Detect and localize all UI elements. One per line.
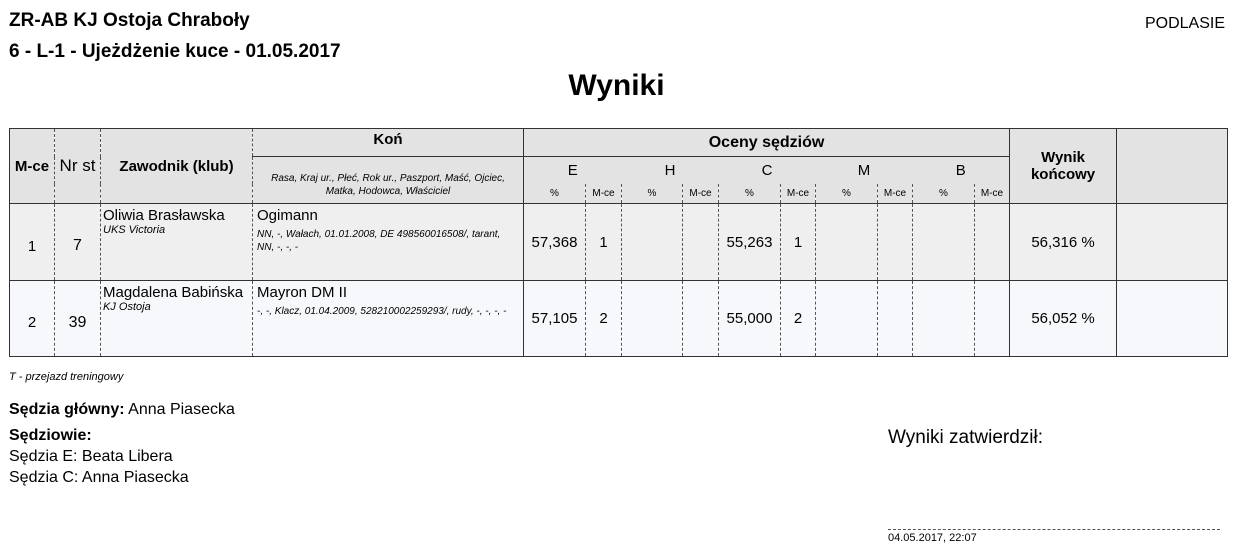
approval-timestamp: 04.05.2017, 22:07 (888, 532, 977, 544)
chief-judge-name: Anna Piasecka (128, 401, 235, 418)
header-rank: M-ce (878, 184, 913, 204)
header-pct: % (622, 184, 683, 204)
row-club: UKS Victoria (103, 224, 166, 236)
header-judge-b: B (955, 161, 966, 179)
row-b-pct (913, 204, 975, 281)
header-horse: Koń (253, 129, 524, 157)
header-rank: M-ce (975, 184, 1010, 204)
class-line: 6 - L-1 - Ujeżdżenie kuce - 01.05.2017 (9, 41, 341, 62)
row-e-rank: 1 (586, 204, 622, 281)
header-rank: M-ce (781, 184, 816, 204)
row-rider: Magdalena Babińska (103, 284, 244, 301)
header-rider: Zawodnik (klub) (101, 129, 253, 204)
row-h-rank (683, 204, 719, 281)
row-club: KJ Ostoja (103, 301, 151, 313)
chief-judge-line (9, 401, 235, 419)
row-c-pct: 55,000 (719, 281, 781, 357)
row-horse: Ogimann (257, 207, 318, 224)
row-start-no: 7 (55, 204, 101, 281)
footnote: T - przejazd treningowy (9, 371, 124, 383)
header-start-no: Nr st (55, 129, 101, 204)
header-pct: % (719, 184, 781, 204)
competition-name: ZR-AB KJ Ostoja Chraboły (9, 10, 250, 31)
row-rider-cell (101, 204, 253, 281)
header-pct: % (913, 184, 975, 204)
signature-line (888, 529, 1220, 530)
row-m-rank (878, 281, 913, 357)
page-title: Wyniki (568, 69, 665, 102)
row-h-rank (683, 281, 719, 357)
header-rank: M-ce (586, 184, 622, 204)
header-judge-h: H (664, 161, 676, 179)
row-rider: Oliwia Brasławska (103, 207, 225, 224)
row-place: 1 (10, 204, 55, 281)
header-judge-m: M (857, 161, 871, 179)
row-horse: Mayron DM II (257, 284, 348, 301)
header-pct: % (816, 184, 878, 204)
table-row (10, 281, 1228, 357)
row-start-no: 39 (55, 281, 101, 357)
header-place: M-ce (10, 129, 55, 204)
row-c-pct: 55,263 (719, 204, 781, 281)
row-c-rank: 1 (781, 204, 816, 281)
table-header-row (10, 129, 1228, 157)
row-rider-cell (101, 281, 253, 357)
row-horse-cell (253, 281, 524, 357)
header-judge-c: C (761, 161, 773, 179)
header-blank (1117, 129, 1228, 204)
approval-label: Wyniki zatwierdził: (888, 427, 1044, 448)
row-blank (1117, 281, 1228, 357)
row-final: 56,316 % (1010, 204, 1117, 281)
row-b-rank (975, 204, 1010, 281)
row-e-pct: 57,368 (524, 204, 586, 281)
row-m-pct (816, 281, 878, 357)
header-rank: M-ce (683, 184, 719, 204)
row-h-pct (622, 204, 683, 281)
row-c-rank: 2 (781, 281, 816, 357)
header-pct: % (524, 184, 586, 204)
row-horse-info: -, -, Klacz, 01.04.2009, 528210002259293/, rudy, -, -, -, - (257, 306, 507, 317)
row-final: 56,052 % (1010, 281, 1117, 357)
judge-e: Sędzia E: Beata Libera (9, 448, 173, 465)
row-m-pct (816, 204, 878, 281)
row-horse-cell (253, 204, 524, 281)
row-b-pct (913, 281, 975, 357)
row-h-pct (622, 281, 683, 357)
row-m-rank (878, 204, 913, 281)
row-e-pct: 57,105 (524, 281, 586, 357)
header-judge-e: E (524, 157, 622, 184)
results-table (9, 128, 1228, 357)
header-horse-sub: Rasa, Kraj ur., Płeć, Rok ur., Paszport, Maść, Ojciec, Matka, Hodowca, Właściciel (253, 157, 524, 204)
table-row (10, 204, 1228, 281)
row-b-rank (975, 281, 1010, 357)
judges-label: Sędziowie: (9, 427, 92, 444)
header-final: Wynik końcowy (1010, 129, 1117, 204)
row-blank (1117, 204, 1228, 281)
row-e-rank: 2 (586, 281, 622, 357)
row-place: 2 (10, 281, 55, 357)
chief-judge-label: Sędzia główny: (9, 401, 125, 418)
region-label: PODLASIE (1144, 15, 1225, 32)
row-horse-info: NN, -, Wałach, 01.01.2008, DE 498560016508/, tarant, NN, -, -, - (257, 229, 501, 253)
header-judges: Oceny sędziów (524, 129, 1010, 157)
judge-c: Sędzia C: Anna Piasecka (9, 469, 189, 486)
